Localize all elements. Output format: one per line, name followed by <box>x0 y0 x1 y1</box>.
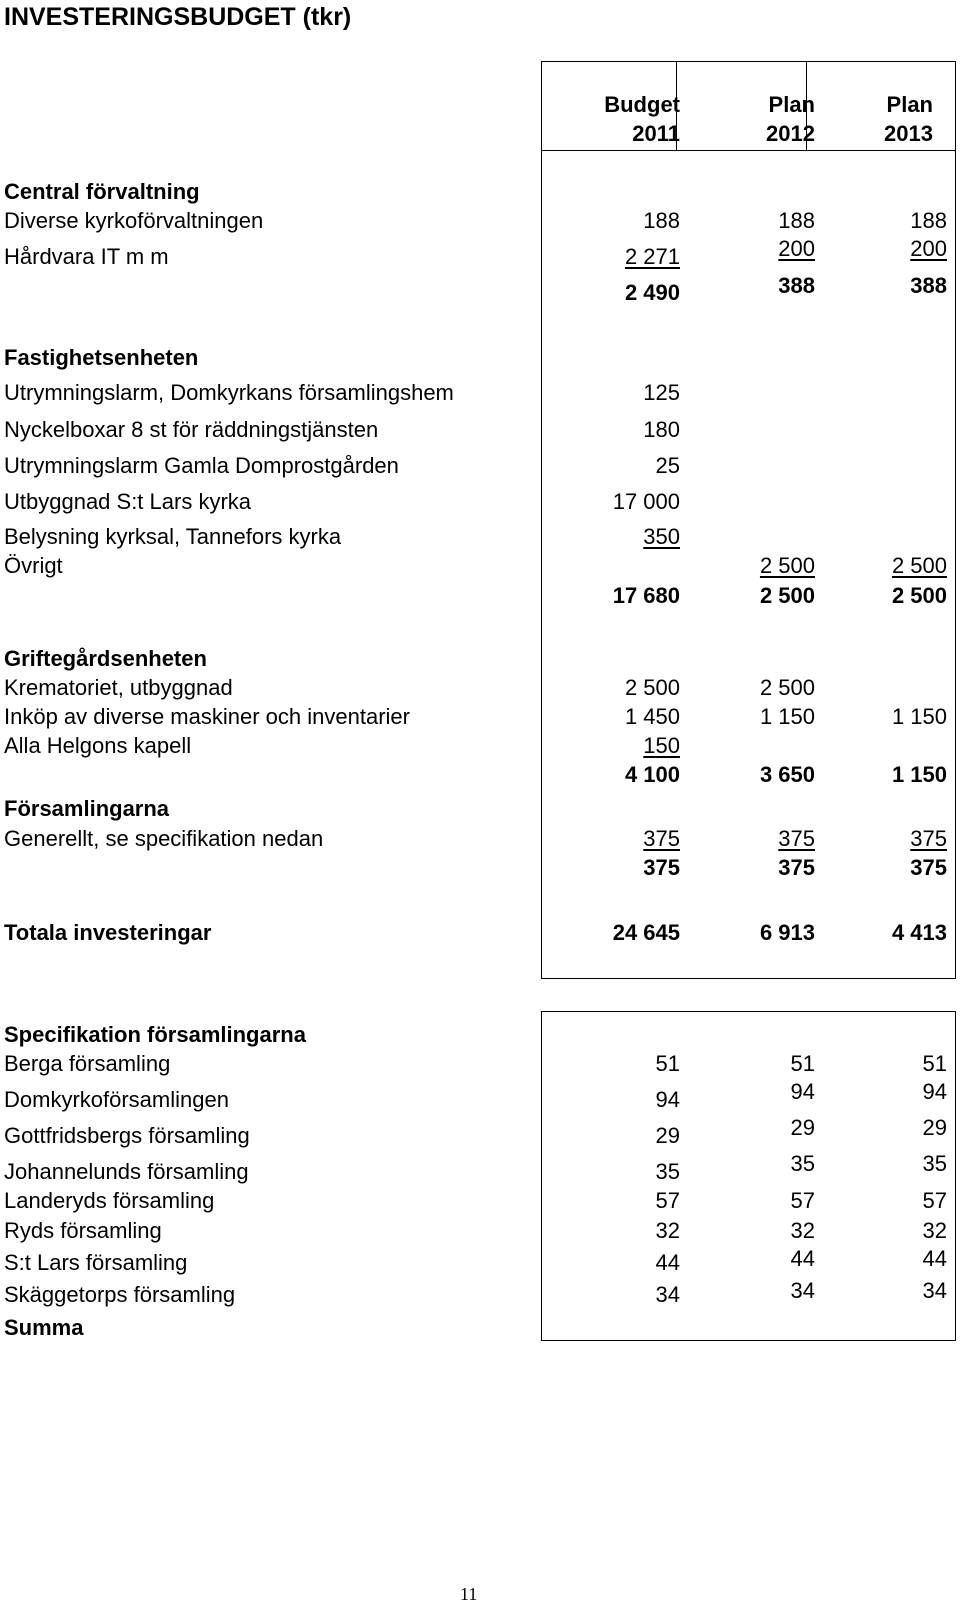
cell-value: 200 <box>910 236 947 261</box>
row-label: Belysning kyrksal, Tannefors kyrka <box>4 524 342 549</box>
spec-cell-value: 94 <box>655 1087 680 1112</box>
spec-cell-value: 44 <box>790 1246 815 1271</box>
section-total: 17 680 <box>612 583 680 608</box>
spec-cell-value: 34 <box>922 1278 947 1303</box>
spec-cell-value: 51 <box>922 1051 947 1076</box>
spec-cell-value: 57 <box>922 1188 947 1213</box>
cell-value: 1 150 <box>891 704 947 729</box>
cell-value: 2 271 <box>624 244 680 269</box>
spec-cell-value: 44 <box>922 1246 947 1271</box>
cell-value: 180 <box>643 417 680 442</box>
section-total: 388 <box>778 273 815 298</box>
row-label: Hårdvara IT m m <box>4 244 169 269</box>
spec-row-label: Johannelunds församling <box>4 1159 249 1184</box>
spec-cell-value: 35 <box>922 1151 947 1176</box>
spec-cell-value: 57 <box>655 1188 680 1213</box>
spec-cell-value: 34 <box>655 1282 680 1307</box>
column-header-plan-2012-line2: 2012 <box>766 121 815 146</box>
spec-cell-value: 32 <box>922 1218 947 1243</box>
row-label: Övrigt <box>4 553 63 578</box>
section-heading-spec: Specifikation församlingarna <box>4 1022 306 1047</box>
spec-row-label: Skäggetorps församling <box>4 1282 236 1307</box>
cell-value: 200 <box>778 236 815 261</box>
spec-cell-value: 29 <box>790 1115 815 1140</box>
row-label: Utrymningslarm Gamla Domprostgården <box>4 453 399 478</box>
cell-value: 2 500 <box>624 675 680 700</box>
spec-summa-label: Summa <box>4 1315 84 1340</box>
spec-row-label: Ryds församling <box>4 1218 162 1243</box>
row-label: Alla Helgons kapell <box>4 733 192 758</box>
cell-value: 25 <box>655 453 680 478</box>
page-number: 11 <box>460 1584 478 1604</box>
section-total: 2 490 <box>624 280 680 305</box>
cell-value: 188 <box>643 208 680 233</box>
spec-cell-value: 35 <box>790 1151 815 1176</box>
section-heading-forsamlingar: Församlingarna <box>4 796 170 821</box>
cell-value: 1 450 <box>624 704 680 729</box>
row-label: Nyckelboxar 8 st för räddningstjänsten <box>4 417 379 442</box>
page-title: INVESTERINGSBUDGET (tkr) <box>4 3 352 31</box>
cell-value: 150 <box>643 733 680 758</box>
section-heading-grift: Griftegårdsenheten <box>4 646 207 671</box>
section-total: 4 100 <box>624 762 680 787</box>
spec-row-label: Landeryds församling <box>4 1188 215 1213</box>
spec-cell-value: 44 <box>655 1250 680 1275</box>
column-header-budget-2011-line1: Budget <box>604 92 680 117</box>
header-divider <box>542 150 955 151</box>
cell-value: 188 <box>910 208 947 233</box>
section-total: 2 500 <box>891 583 947 608</box>
column-header-plan-2013-line2: 2013 <box>884 121 933 146</box>
section-total: 375 <box>778 855 815 880</box>
cell-value: 375 <box>643 826 680 851</box>
section-total: 3 650 <box>759 762 815 787</box>
spec-row-label: Domkyrkoförsamlingen <box>4 1087 229 1112</box>
grand-total-label: Totala investeringar <box>4 920 212 945</box>
section-total: 375 <box>643 855 680 880</box>
cell-value: 375 <box>778 826 815 851</box>
spec-cell-value: 51 <box>790 1051 815 1076</box>
section-total: 2 500 <box>759 583 815 608</box>
cell-value: 188 <box>778 208 815 233</box>
row-label: Inköp av diverse maskiner och inventarier <box>4 704 410 729</box>
section-total: 1 150 <box>891 762 947 787</box>
section-heading-fastighet: Fastighetsenheten <box>4 345 199 370</box>
spec-cell-value: 57 <box>790 1188 815 1213</box>
grand-total-value: 24 645 <box>612 920 680 945</box>
spec-cell-value: 94 <box>790 1079 815 1104</box>
cell-value: 17 000 <box>612 489 680 514</box>
spec-row-label: S:t Lars församling <box>4 1250 188 1275</box>
row-label: Utbyggnad S:t Lars kyrka <box>4 489 252 514</box>
spec-cell-value: 34 <box>790 1278 815 1303</box>
spec-cell-value: 29 <box>655 1123 680 1148</box>
spec-cell-value: 35 <box>655 1159 680 1184</box>
cell-value: 2 500 <box>759 553 815 578</box>
column-header-plan-2013-line1: Plan <box>886 92 933 117</box>
section-heading-central: Central förvaltning <box>4 179 200 204</box>
spec-cell-value: 51 <box>655 1051 680 1076</box>
row-label: Generellt, se specifikation nedan <box>4 826 324 851</box>
spec-cell-value: 29 <box>922 1115 947 1140</box>
column-header-budget-2011-line2: 2011 <box>632 121 680 146</box>
spec-row-label: Berga församling <box>4 1051 171 1076</box>
cell-value: 125 <box>643 380 680 405</box>
section-total: 375 <box>910 855 947 880</box>
cell-value: 350 <box>643 524 680 549</box>
row-label: Utrymningslarm, Domkyrkans församlingshem <box>4 380 454 405</box>
spec-cell-value: 32 <box>790 1218 815 1243</box>
cell-value: 1 150 <box>759 704 815 729</box>
spec-cell-value: 32 <box>655 1218 680 1243</box>
row-label: Krematoriet, utbyggnad <box>4 675 233 700</box>
cell-value: 375 <box>910 826 947 851</box>
spec-row-label: Gottfridsbergs församling <box>4 1123 250 1148</box>
grand-total-value: 6 913 <box>759 920 815 945</box>
column-header-plan-2012-line1: Plan <box>768 92 815 117</box>
spec-cell-value: 94 <box>922 1079 947 1104</box>
grand-total-value: 4 413 <box>891 920 947 945</box>
row-label: Diverse kyrkoförvaltningen <box>4 208 264 233</box>
cell-value: 2 500 <box>891 553 947 578</box>
cell-value: 2 500 <box>759 675 815 700</box>
section-total: 388 <box>910 273 947 298</box>
